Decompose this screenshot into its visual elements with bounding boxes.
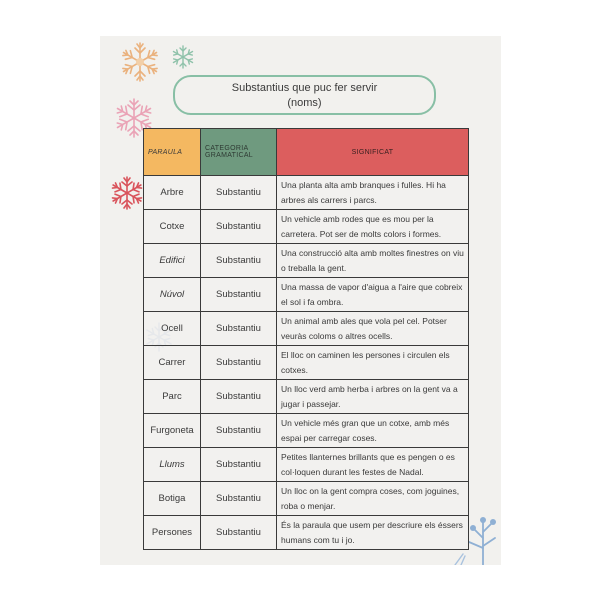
meaning-cell: Una massa de vapor d'aigua a l'aire que cobreix el sol i fa ombra.: [277, 278, 469, 312]
snowflake-icon-green: [170, 44, 196, 70]
table-row: [144, 312, 469, 346]
meaning-cell: Una planta alta amb branques i fulles. Hi ha arbres als carrers i parcs.: [277, 176, 469, 210]
word-cell: Persones: [144, 516, 201, 550]
meaning-cell: Una construcció alta amb moltes finestres on viu o treballa la gent.: [277, 244, 469, 278]
table-row: [144, 414, 469, 448]
category-cell: Substantiu: [201, 278, 277, 312]
title-line-1: Substantius que puc fer servir: [231, 82, 378, 94]
table-row: [144, 244, 469, 278]
meaning-cell: El lloc on caminen les persones i circulen els cotxes.: [277, 346, 469, 380]
snowflake-icon-orange: [118, 40, 162, 84]
worksheet-page: [100, 36, 501, 565]
category-cell: Substantiu: [201, 414, 277, 448]
category-cell: Substantiu: [201, 210, 277, 244]
meaning-cell: És la paraula que usem per descriure els éssers humans com tu i jo.: [277, 516, 469, 550]
category-cell: Substantiu: [201, 380, 277, 414]
word-cell: Parc: [144, 380, 201, 414]
title-box: [173, 75, 436, 115]
meaning-cell: Un animal amb ales que vola pel cel. Potser veuràs coloms o altres ocells.: [277, 312, 469, 346]
meaning-cell: Un lloc on la gent compra coses, com joguines, roba o menjar.: [277, 482, 469, 516]
word-cell: Furgoneta: [144, 414, 201, 448]
category-cell: Substantiu: [201, 346, 277, 380]
table-row: [144, 210, 469, 244]
meaning-cell: Un vehicle més gran que un cotxe, amb més espai per carregar coses.: [277, 414, 469, 448]
category-cell: Substantiu: [201, 516, 277, 550]
meaning-cell: Petites llanternes brillants que es pengen o es col·loquen durant les festes de Nadal.: [277, 448, 469, 482]
meaning-cell: Un vehicle amb rodes que es mou per la carretera. Pot ser de molts colors i formes.: [277, 210, 469, 244]
table-row: [144, 346, 469, 380]
word-cell: Núvol: [144, 278, 201, 312]
header-meaning: SIGNIFICAT: [277, 129, 469, 176]
word-cell: Carrer: [144, 346, 201, 380]
table-row: [144, 278, 469, 312]
category-cell: Substantiu: [201, 176, 277, 210]
snowflake-icon-red: [108, 174, 146, 212]
table-header-row: [144, 129, 469, 176]
header-category: CATEGORIA GRAMATICAL: [201, 129, 277, 176]
word-cell: Arbre: [144, 176, 201, 210]
word-cell: Llums: [144, 448, 201, 482]
word-cell: Ocell: [144, 312, 201, 346]
category-cell: Substantiu: [201, 312, 277, 346]
meaning-cell: Un lloc verd amb herba i arbres on la gent va a jugar i passejar.: [277, 380, 469, 414]
table-row: [144, 176, 469, 210]
category-cell: Substantiu: [201, 448, 277, 482]
header-word: PARAULA: [144, 129, 201, 176]
vocabulary-table: [143, 128, 469, 550]
category-cell: Substantiu: [201, 244, 277, 278]
table-row: [144, 482, 469, 516]
table-row: [144, 516, 469, 550]
word-cell: Botiga: [144, 482, 201, 516]
title-line-2: (noms): [287, 97, 322, 109]
word-cell: Cotxe: [144, 210, 201, 244]
word-cell: Edifici: [144, 244, 201, 278]
category-cell: Substantiu: [201, 482, 277, 516]
table-row: [144, 380, 469, 414]
table-row: [144, 448, 469, 482]
